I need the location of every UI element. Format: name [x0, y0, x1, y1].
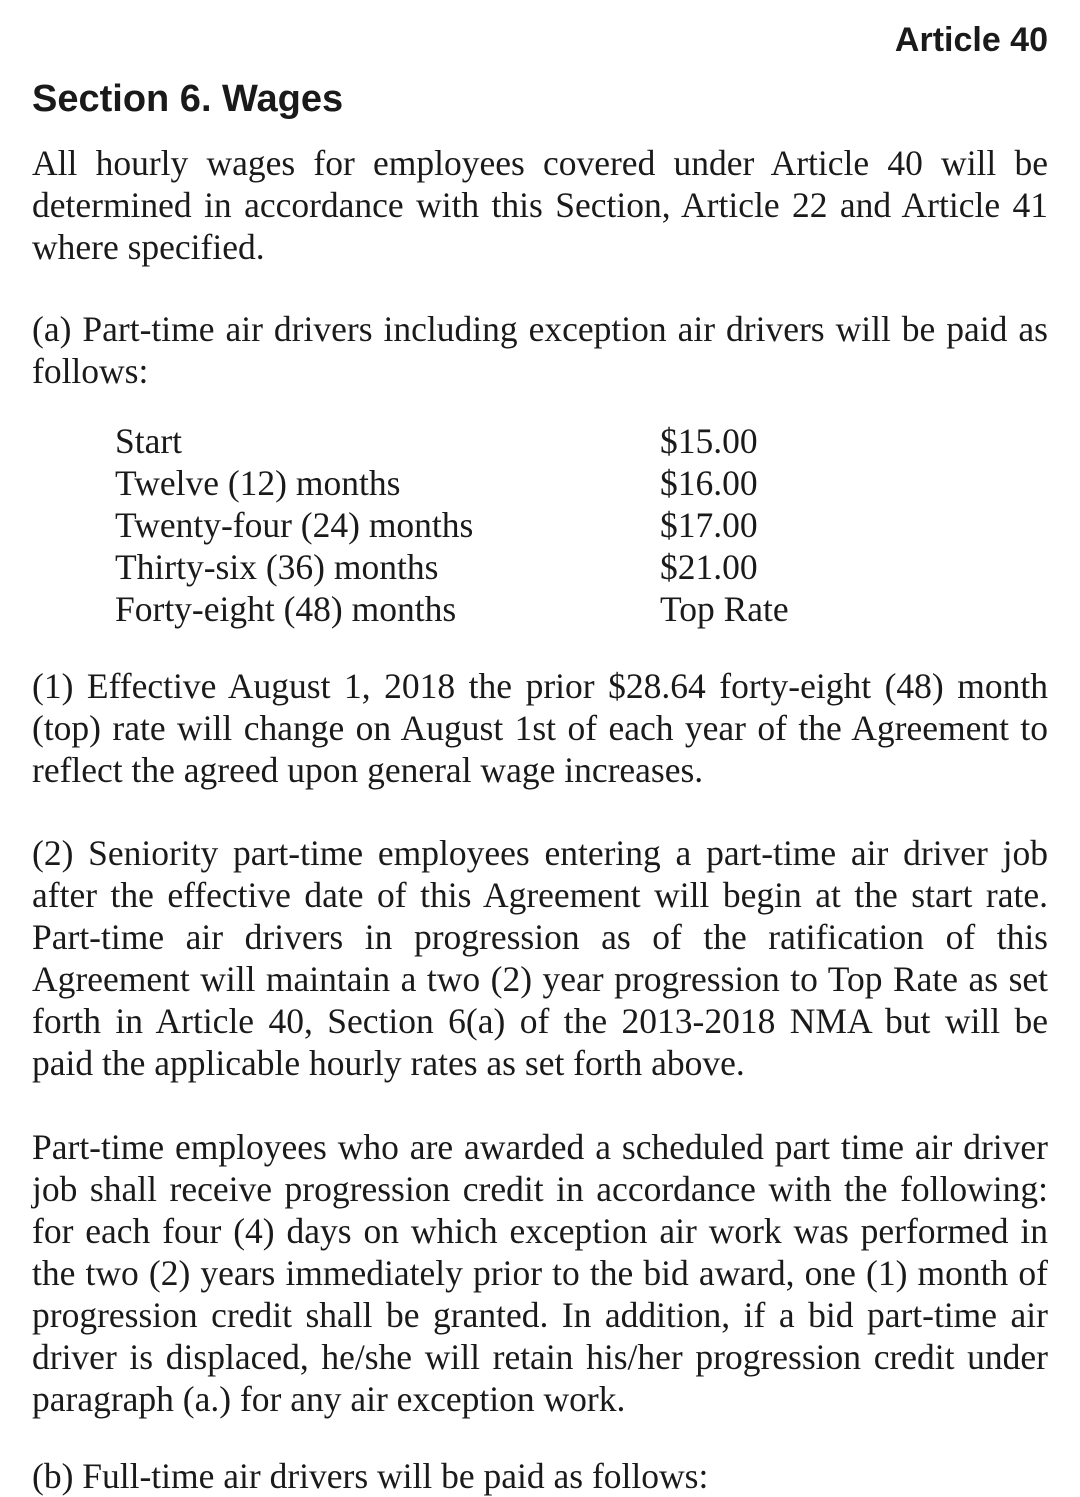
wage-step: Twelve (12) months: [115, 463, 401, 503]
part-a-paragraph: (a) Part-time air drivers including exception air drivers will be paid as follows:: [32, 309, 1048, 391]
intro-paragraph: All hourly wages for employees covered under Article 40 will be determined in accordance with this Section, Article 22 and Article 41 where specified.: [32, 143, 1048, 267]
wage-rate: $15.00: [660, 421, 758, 461]
wage-step: Twenty-four (24) months: [115, 505, 474, 545]
item-1-paragraph: (1) Effective August 1, 2018 the prior $28.64 forty-eight (48) month (top) rate will change on August 1st of each year of the Agreement to reflect the agreed upon general wage increases.: [32, 666, 1048, 790]
wage-step: Forty-eight (48) months: [115, 589, 457, 629]
wage-step: Thirty-six (36) months: [115, 547, 439, 587]
wage-rate: $16.00: [660, 463, 758, 503]
wage-row: [115, 504, 815, 546]
wage-rate: $17.00: [660, 505, 758, 545]
wage-row: [115, 462, 815, 504]
wage-row: [115, 546, 815, 588]
wage-row: [115, 420, 815, 462]
cutoff-next-line: (b) Full-time air drivers will be paid as follows:: [32, 1456, 709, 1496]
progression-credit-paragraph: Part-time employees who are awarded a scheduled part time air driver job shall receive progression credit in accordance with the following: for each four (4) days on which exception air work was performed in the two (2) years immediately prior to the bid award, one (1) month of progression credit shall be granted. In addition, if a bid part-time air driver is displaced, he/she will retain his/her progression credit under paragraph (a.) for any air exception work.: [32, 1127, 1048, 1419]
item-2-paragraph: (2) Seniority part-time employees entering a part-time air driver job after the effective date of this Agreement will begin at the start rate. Part-time air drivers in progression as of the ratification of this Agreement will maintain a two (2) year progression to Top Rate as set forth in Article 40, Section 6(a) of the 2013-2018 NMA but will be paid the applicable hourly rates as set forth above.: [32, 833, 1048, 1083]
wage-rate: $21.00: [660, 547, 758, 587]
section-title: Section 6. Wages: [32, 78, 344, 120]
wage-table: [115, 420, 815, 630]
wage-step: Start: [115, 421, 183, 461]
running-head: Article 40: [894, 21, 1048, 59]
wage-row: [115, 588, 815, 630]
wage-rate: Top Rate: [660, 589, 789, 629]
